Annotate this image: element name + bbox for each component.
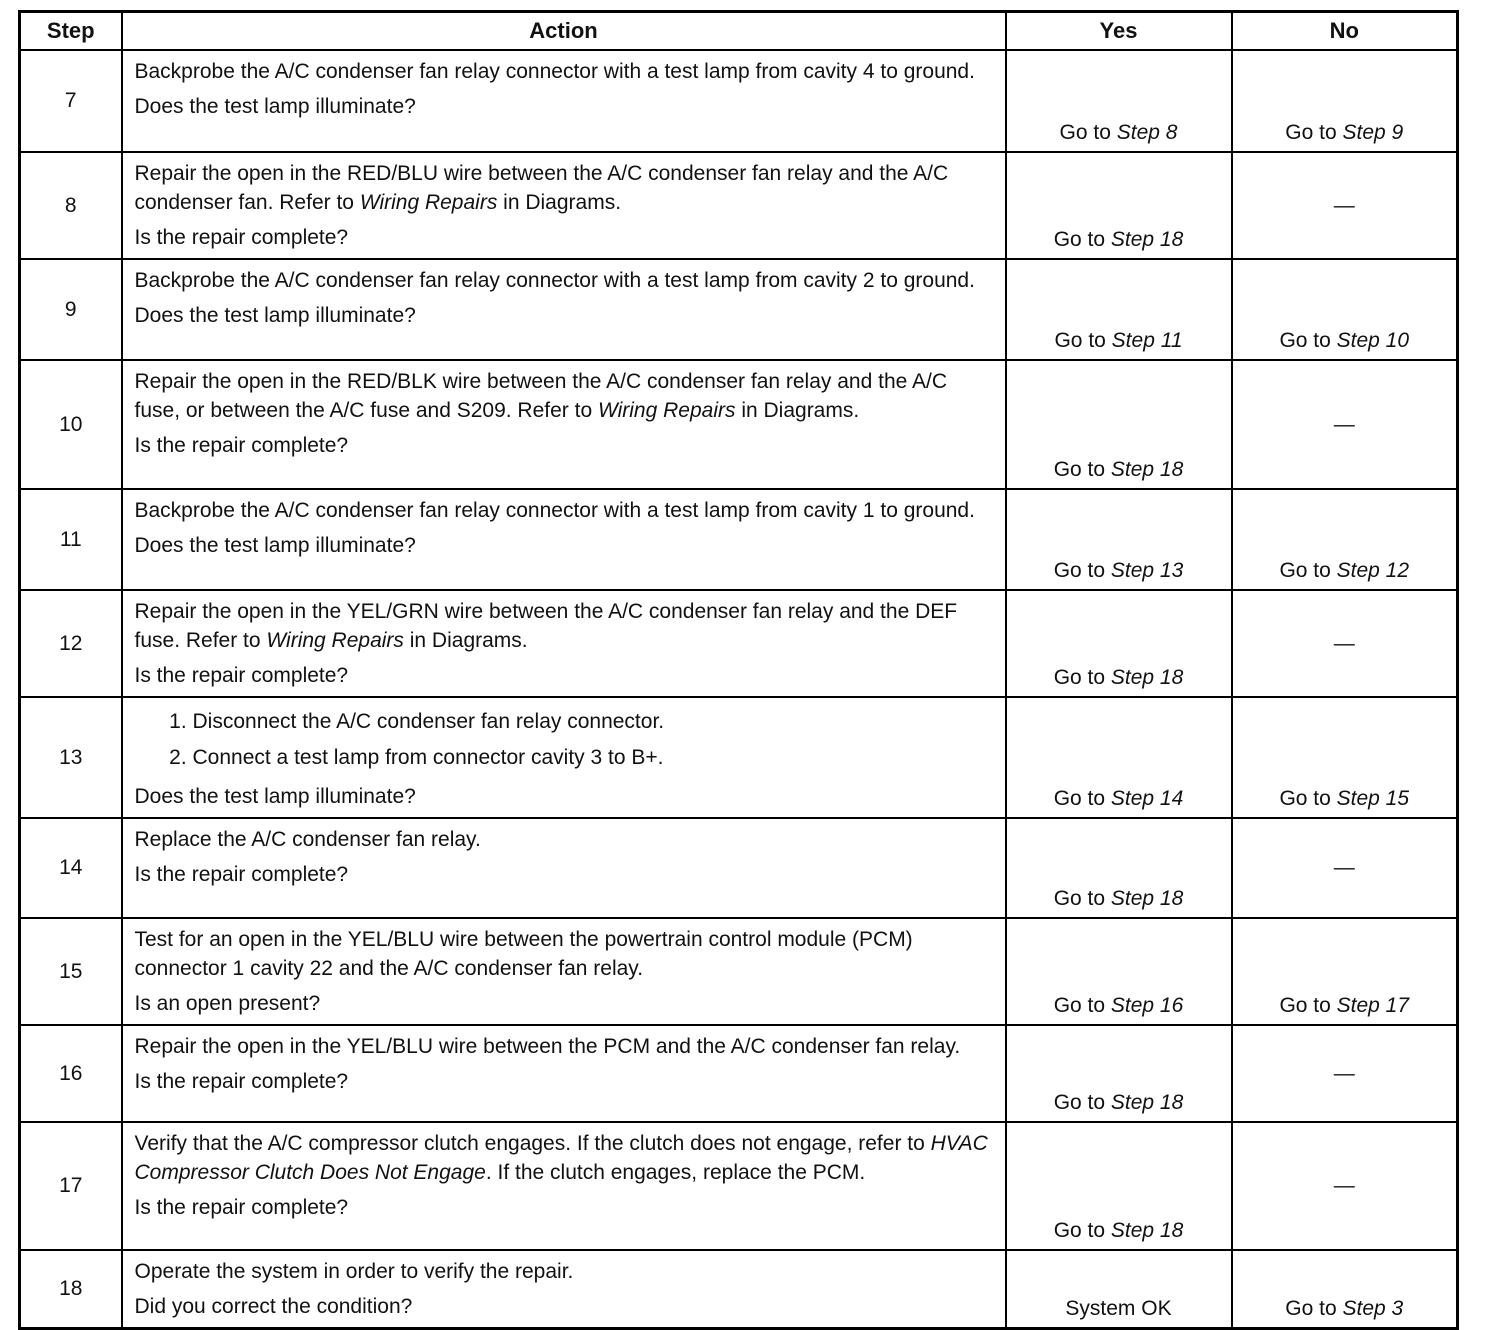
goto-prefix: Go to (1279, 559, 1337, 582)
step-reference: Step 17 (1336, 994, 1410, 1017)
no-result-dash: — (1333, 856, 1355, 879)
yes-result (1007, 887, 1231, 911)
action-column-header: Action (122, 12, 1006, 51)
table-row (20, 918, 1458, 1025)
no-result (1233, 121, 1457, 145)
yes-result (1007, 329, 1231, 353)
yes-result (1007, 1091, 1231, 1115)
action-segment: in Diagrams. (735, 399, 860, 422)
yes-result (1007, 121, 1231, 145)
action-text (135, 1257, 997, 1286)
action-segment: Backprobe the A/C condenser fan relay connector with a test lamp from cavity 1 to ground. (134, 499, 975, 522)
step-reference: Step 18 (1110, 666, 1184, 689)
no-result-dash: — (1333, 412, 1355, 436)
no-cell (1232, 1250, 1458, 1329)
action-cell (122, 50, 1006, 152)
step-reference: Step 9 (1342, 121, 1404, 144)
no-cell (1232, 360, 1458, 489)
step-reference: Step 13 (1110, 559, 1184, 582)
action-cell (122, 152, 1006, 259)
action-segment: Backprobe the A/C condenser fan relay connector with a test lamp from cavity 2 to ground. (134, 269, 975, 292)
reference-title: Wiring Repairs (266, 629, 404, 652)
action-segment: in Diagrams. (497, 191, 622, 214)
table-row (20, 590, 1458, 697)
goto-prefix: Go to (1053, 1219, 1111, 1242)
table-row (20, 1122, 1458, 1250)
no-cell (1232, 918, 1458, 1025)
action-question: Is the repair complete? (134, 434, 349, 457)
table-row (20, 1250, 1458, 1329)
yes-cell (1006, 1122, 1232, 1250)
no-cell (1232, 590, 1458, 697)
action-cell (122, 1025, 1006, 1122)
step-reference: Step 14 (1110, 787, 1184, 810)
goto-prefix: Go to (1053, 887, 1111, 910)
step-number: 14 (20, 818, 122, 918)
yes-result (1007, 228, 1231, 252)
action-question: Is the repair complete? (134, 664, 349, 687)
yes-cell (1006, 152, 1232, 259)
action-step-item: 1. Disconnect the A/C condenser fan relay connector. (193, 704, 997, 740)
action-steps-list (135, 704, 997, 776)
step-number: 17 (20, 1122, 122, 1250)
action-segment: Test for an open in the YEL/BLU wire between the powertrain control module (PCM) connector 1 cavity 22 and the A/C condenser fan relay. (134, 928, 913, 980)
step-reference: Step 18 (1110, 228, 1184, 251)
no-cell (1232, 152, 1458, 259)
goto-prefix: Go to (1285, 1297, 1343, 1320)
no-result-dash: — (1333, 631, 1355, 655)
diagnostic-table (18, 10, 1459, 1330)
no-result (1233, 994, 1457, 1018)
yes-cell (1006, 360, 1232, 489)
action-question: Does the test lamp illuminate? (134, 534, 416, 557)
action-segment: in Diagrams. (403, 629, 528, 652)
action-question: Is the repair complete? (134, 1196, 349, 1219)
action-question: Did you correct the condition? (134, 1295, 413, 1318)
action-cell (122, 259, 1006, 360)
yes-result (1007, 458, 1231, 482)
yes-cell (1006, 1025, 1232, 1122)
table-row (20, 259, 1458, 360)
action-question: Is the repair complete? (134, 863, 349, 886)
step-number: 12 (20, 590, 122, 697)
step-reference: Step 15 (1336, 787, 1410, 810)
no-cell (1232, 1122, 1458, 1250)
action-text (135, 159, 997, 217)
action-cell (122, 489, 1006, 590)
goto-prefix: Go to (1053, 1091, 1111, 1114)
action-cell (122, 697, 1006, 818)
action-text (135, 825, 997, 854)
action-cell (122, 918, 1006, 1025)
step-reference: Step 18 (1110, 1091, 1184, 1114)
yes-result (1007, 787, 1231, 811)
table-row (20, 1025, 1458, 1122)
action-question: Does the test lamp illuminate? (134, 304, 416, 327)
yes-cell (1006, 918, 1232, 1025)
reference-title: HVAC Compressor Clutch Does Not Engage (134, 1132, 988, 1184)
goto-prefix: Go to (1279, 994, 1337, 1017)
step-number: 15 (20, 918, 122, 1025)
step-reference: Step 3 (1342, 1297, 1404, 1320)
yes-result (1007, 1219, 1231, 1243)
yes-cell (1006, 1250, 1232, 1329)
reference-title: Wiring Repairs (359, 191, 498, 214)
no-result (1233, 1297, 1457, 1321)
step-number: 18 (20, 1250, 122, 1329)
no-result (1233, 559, 1457, 583)
action-cell (122, 590, 1006, 697)
no-result-dash: — (1333, 193, 1355, 217)
header-row (20, 12, 1458, 51)
goto-prefix: Go to (1053, 559, 1111, 582)
step-number: 9 (20, 259, 122, 360)
goto-prefix: Go to (1279, 329, 1337, 352)
step-number: 7 (20, 50, 122, 152)
step-number: 16 (20, 1025, 122, 1122)
table-row (20, 818, 1458, 918)
yes-cell (1006, 818, 1232, 918)
table-row (20, 697, 1458, 818)
action-text (135, 925, 997, 983)
yes-cell (1006, 697, 1232, 818)
yes-result (1007, 994, 1231, 1018)
yes-column-header: Yes (1006, 12, 1232, 51)
yes-cell (1006, 590, 1232, 697)
step-reference: Step 16 (1110, 994, 1184, 1017)
goto-prefix: Go to (1053, 787, 1111, 810)
step-number: 13 (20, 697, 122, 818)
action-text (135, 597, 997, 655)
table-row (20, 152, 1458, 259)
no-result-dash: — (1333, 1061, 1355, 1085)
no-column-header: No (1232, 12, 1458, 51)
step-reference: Step 18 (1110, 458, 1184, 481)
action-segment: Verify that the A/C compressor clutch engages. If the clutch does not engage, refer to (134, 1132, 931, 1155)
action-question: Is the repair complete? (134, 1070, 349, 1093)
action-question: Does the test lamp illuminate? (134, 95, 416, 118)
action-text (135, 1032, 997, 1061)
yes-cell (1006, 489, 1232, 590)
step-column-header: Step (20, 12, 122, 51)
action-question: Does the test lamp illuminate? (134, 785, 416, 808)
goto-prefix: Go to (1279, 787, 1337, 810)
action-segment: Repair the open in the YEL/BLU wire between the PCM and the A/C condenser fan relay. (134, 1035, 961, 1058)
yes-result (1007, 666, 1231, 690)
yes-cell (1006, 50, 1232, 152)
action-step-item: 2. Connect a test lamp from connector cavity 3 to B+. (193, 740, 997, 776)
action-question: Is an open present? (134, 992, 321, 1015)
reference-title: Wiring Repairs (597, 399, 736, 422)
no-cell (1232, 818, 1458, 918)
yes-result (1007, 559, 1231, 583)
yes-result (1007, 1297, 1231, 1321)
action-cell (122, 818, 1006, 918)
goto-prefix: Go to (1053, 228, 1111, 251)
goto-prefix: Go to (1054, 329, 1112, 352)
action-segment: Backprobe the A/C condenser fan relay connector with a test lamp from cavity 4 to ground. (134, 60, 975, 83)
yes-cell (1006, 259, 1232, 360)
no-cell (1232, 50, 1458, 152)
action-segment: Repair the open in the RED/BLK wire between the A/C condenser fan relay and the A/C fuse, or between the A/C fuse and S209. Refer to (134, 370, 947, 422)
no-cell (1232, 489, 1458, 590)
goto-prefix: Go to (1053, 458, 1111, 481)
action-text (135, 266, 997, 295)
step-reference: Step 8 (1116, 121, 1178, 144)
table-row (20, 360, 1458, 489)
action-cell (122, 1122, 1006, 1250)
action-cell (122, 1250, 1006, 1329)
no-result (1233, 329, 1457, 353)
action-text (135, 1129, 997, 1187)
action-question: Is the repair complete? (134, 226, 349, 249)
table-body (20, 50, 1458, 1329)
action-text (135, 367, 997, 425)
goto-prefix: Go to (1053, 994, 1111, 1017)
no-cell (1232, 259, 1458, 360)
step-reference: Step 12 (1336, 559, 1410, 582)
action-segment: Operate the system in order to verify the repair. (134, 1260, 574, 1283)
table-row (20, 489, 1458, 590)
action-cell (122, 360, 1006, 489)
action-segment: Replace the A/C condenser fan relay. (134, 828, 481, 851)
step-number: 10 (20, 360, 122, 489)
goto-prefix: Go to (1059, 121, 1117, 144)
no-cell (1232, 697, 1458, 818)
goto-prefix: Go to (1285, 121, 1343, 144)
action-segment: Repair the open in the YEL/GRN wire between the A/C condenser fan relay and the DEF fuse. Refer to (134, 600, 958, 652)
no-cell (1232, 1025, 1458, 1122)
action-text (135, 57, 997, 86)
table-row (20, 50, 1458, 152)
step-reference: Step 18 (1110, 1219, 1184, 1242)
step-reference: Step 10 (1336, 329, 1410, 352)
step-reference: Step 18 (1110, 887, 1184, 910)
step-reference: Step 11 (1111, 329, 1183, 352)
action-segment: . If the clutch engages, replace the PCM. (485, 1161, 866, 1184)
no-result-dash: — (1333, 1174, 1355, 1197)
result-text: System OK (1065, 1297, 1172, 1320)
no-result (1233, 787, 1457, 811)
step-number: 11 (20, 489, 122, 590)
action-segment: Repair the open in the RED/BLU wire between the A/C condenser fan relay and the A/C condenser fan. Refer to (134, 162, 949, 214)
step-number: 8 (20, 152, 122, 259)
action-text (135, 496, 997, 525)
goto-prefix: Go to (1053, 666, 1111, 689)
